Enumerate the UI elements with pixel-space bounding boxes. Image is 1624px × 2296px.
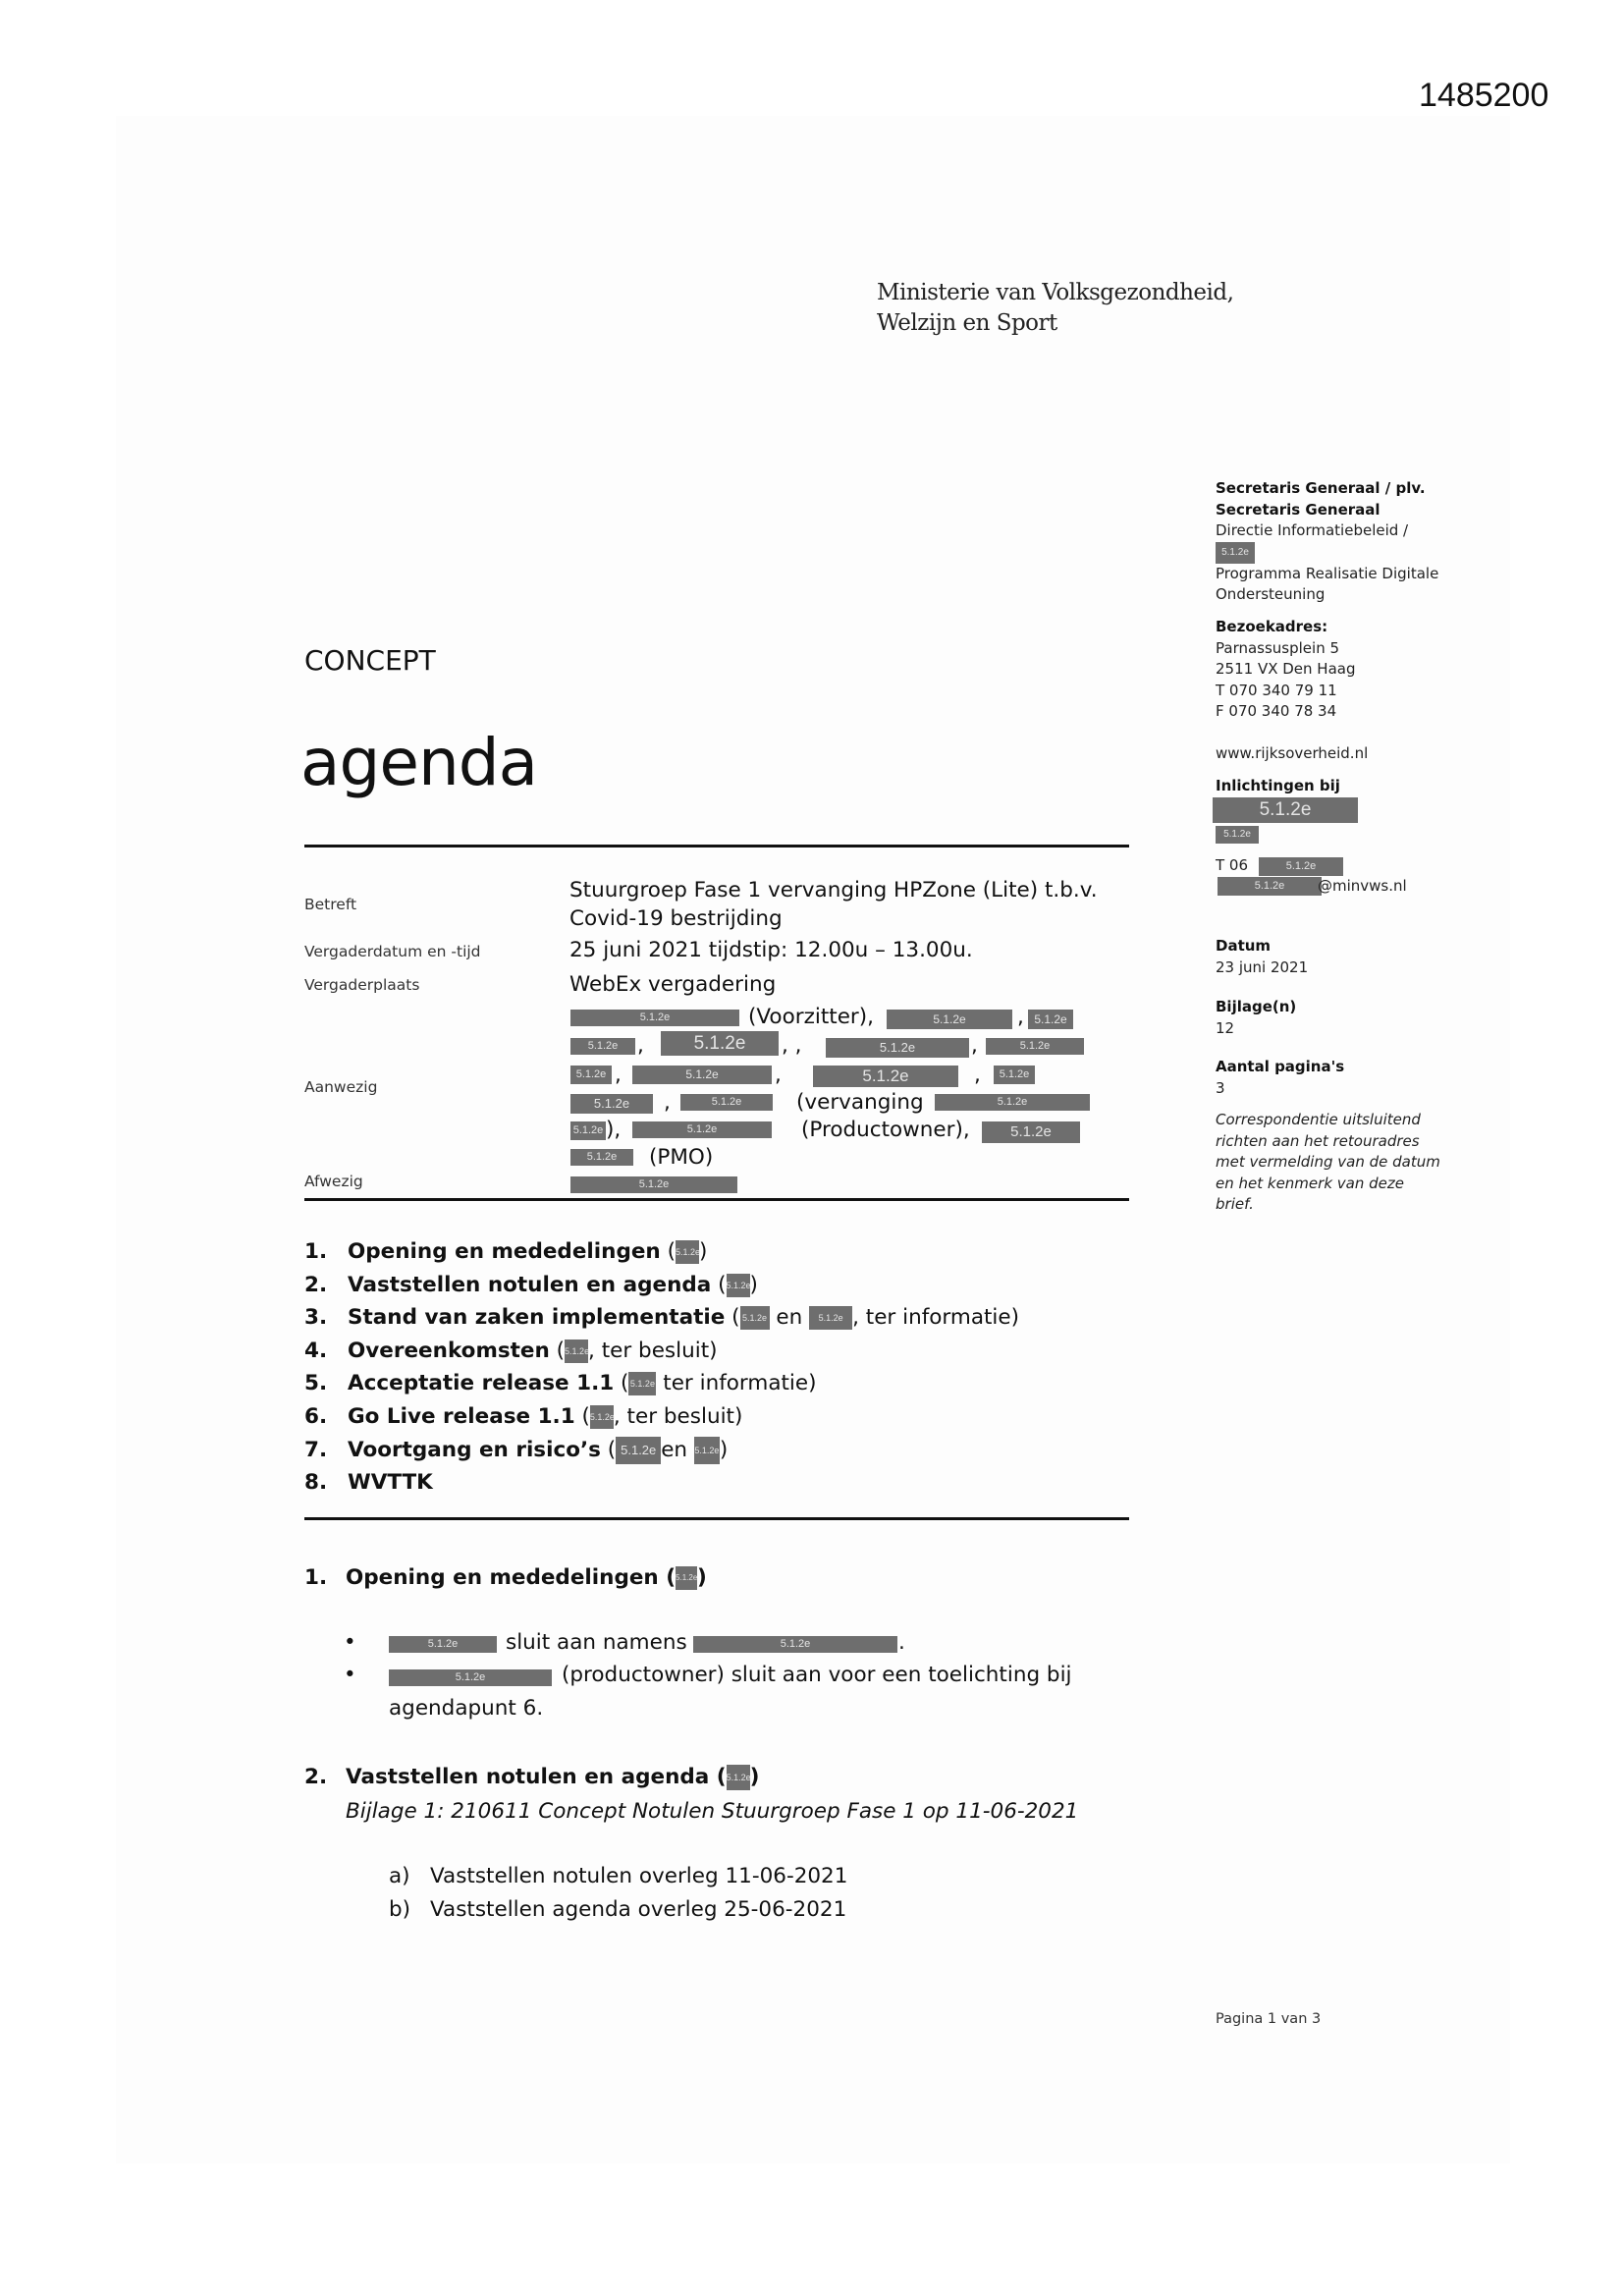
contact-phone-prefix: T 06 <box>1216 856 1249 874</box>
document-id: 1485200 <box>1419 77 1549 114</box>
close-paren: ), <box>606 1118 622 1142</box>
sidebar-contact <box>1216 776 1340 797</box>
note-line: Correspondentie uitsluitend <box>1216 1111 1421 1128</box>
redaction: 5.1.2e <box>1028 1010 1073 1029</box>
sidebar-date <box>1216 936 1308 978</box>
visit-city: 2511 VX Den Haag <box>1216 660 1356 678</box>
sidebar-attachments <box>1216 997 1296 1039</box>
redaction: 5.1.2e <box>727 1274 750 1297</box>
redaction: 5.1.2e <box>1259 857 1343 876</box>
bullet-item: • <box>344 1630 356 1655</box>
role-product-owner: (Productowner), <box>801 1118 970 1142</box>
absent-label: Afwezig <box>304 1173 363 1190</box>
ministry-line-2: Welzijn en Sport <box>877 310 1057 336</box>
place-label: Vergaderplaats <box>304 976 420 994</box>
bullet-text: agendapunt 6. <box>389 1696 544 1721</box>
correspondence-note <box>1216 1110 1440 1216</box>
contact-email-domain: @minvws.nl <box>1318 877 1407 895</box>
visit-street: Parnassusplein 5 <box>1216 638 1340 657</box>
datetime-label: Vergaderdatum en -tijd <box>304 943 481 960</box>
redaction: 5.1.2e <box>570 1149 633 1166</box>
visit-address-label: Bezoekadres: <box>1216 618 1328 635</box>
redaction: 5.1.2e <box>694 1437 720 1464</box>
redaction: 5.1.2e <box>986 1038 1084 1055</box>
agenda-item: 3. Stand van zaken implementatie ( 5.1.2e en 5.1.2e , ter informatie) <box>304 1305 1020 1331</box>
attachments-label: Bijlage(n) <box>1216 998 1297 1015</box>
redaction: 5.1.2e <box>616 1437 661 1464</box>
note-line: brief. <box>1216 1195 1254 1213</box>
redaction: 5.1.2e <box>389 1669 552 1686</box>
sub-item: b) Vaststellen agenda overleg 25-06-2021 <box>389 1897 847 1922</box>
pages-value: 3 <box>1216 1078 1225 1097</box>
redaction: 5.1.2e <box>813 1066 958 1087</box>
page-title: agenda <box>300 725 538 800</box>
agenda-item: 6. Go Live release 1.1 (5.1.2e, ter besluit) <box>304 1403 743 1429</box>
redaction: 5.1.2e <box>570 1121 606 1140</box>
date-label: Datum <box>1216 937 1272 955</box>
ministry-name <box>877 278 1233 339</box>
redaction: 5.1.2e <box>570 1176 737 1193</box>
attachments-value: 12 <box>1216 1018 1235 1037</box>
redaction: 5.1.2e <box>809 1306 852 1330</box>
pages-label: Aantal pagina's <box>1216 1058 1345 1075</box>
page-number: Pagina 1 van 3 <box>1216 2011 1322 2027</box>
agenda-item: 7. Voortgang en risico’s ( 5.1.2e en 5.1.2e) <box>304 1437 729 1462</box>
role-replacing: (vervanging <box>796 1090 924 1115</box>
redaction: 5.1.2e <box>740 1306 770 1330</box>
redaction: 5.1.2e <box>982 1121 1080 1143</box>
sender-org-bold-2: Secretaris Generaal <box>1216 500 1380 519</box>
sidebar-sender <box>1216 478 1438 606</box>
redaction: 5.1.2e <box>1213 797 1358 823</box>
redaction: 5.1.2e <box>1216 542 1255 564</box>
date-value: 23 juni 2021 <box>1216 957 1309 976</box>
redaction: 5.1.2e <box>727 1765 750 1790</box>
note-line: richten aan het retouradres <box>1216 1131 1420 1150</box>
redaction: 5.1.2e <box>994 1066 1035 1084</box>
website-link[interactable]: www.rijksoverheid.nl <box>1216 744 1369 762</box>
redaction: 5.1.2e <box>1218 877 1322 896</box>
sub-item: a) Vaststellen notulen overleg 11-06-2021 <box>389 1864 848 1888</box>
sender-program-2: Ondersteuning <box>1216 585 1326 603</box>
role-pmo: (PMO) <box>649 1145 714 1170</box>
redaction: 5.1.2e <box>628 1372 656 1395</box>
subject-line-2: Covid-19 bestrijding <box>569 906 783 931</box>
subject-line-1: Stuurgroep Fase 1 vervanging HPZone (Lite) t.b.v. <box>569 878 1098 902</box>
note-line: met vermelding van de datum <box>1216 1153 1440 1171</box>
redaction: 5.1.2e <box>676 1566 697 1590</box>
redaction: 5.1.2e <box>570 1038 635 1055</box>
redaction: 5.1.2e <box>680 1094 773 1111</box>
sidebar-visit-address <box>1216 617 1356 723</box>
redaction: 5.1.2e <box>693 1636 897 1653</box>
agenda-item: 2. Vaststellen notulen en agenda (5.1.2e) <box>304 1272 758 1297</box>
redaction: 5.1.2e <box>570 1010 739 1026</box>
redaction: 5.1.2e <box>887 1010 1012 1029</box>
bullet-item: • <box>344 1663 356 1687</box>
agenda-item: 5. Acceptatie release 1.1 (5.1.2e ter informatie) <box>304 1371 817 1396</box>
contact-label: Inlichtingen bij <box>1216 777 1340 794</box>
visit-fax: F 070 340 78 34 <box>1216 702 1337 720</box>
agenda-item: 4. Overeenkomsten (5.1.2e, ter besluit) <box>304 1338 718 1363</box>
visit-phone: T 070 340 79 11 <box>1216 681 1337 699</box>
divider <box>304 1198 1129 1201</box>
divider <box>304 1517 1129 1520</box>
role-chair: (Voorzitter), <box>748 1005 874 1029</box>
redaction: 5.1.2e <box>590 1405 614 1429</box>
section-heading: 2. Vaststellen notulen en agenda (5.1.2e) <box>304 1765 760 1789</box>
sidebar-pages <box>1216 1057 1344 1099</box>
place-value: WebEx vergadering <box>569 972 777 997</box>
agenda-list <box>304 1235 1019 1500</box>
redaction: 5.1.2e <box>565 1339 588 1363</box>
bullet-text: sluit aan namens <box>506 1630 687 1655</box>
redaction: 5.1.2e <box>1216 826 1259 844</box>
contact-phone <box>1216 855 1248 877</box>
agenda-item: 1. Opening en mededelingen (5.1.2e) <box>304 1239 708 1264</box>
redaction: 5.1.2e <box>826 1038 969 1058</box>
section-heading: 1. Opening en mededelingen (5.1.2e) <box>304 1565 707 1590</box>
present-label: Aanwezig <box>304 1078 378 1096</box>
sender-directorate: Directie Informatiebeleid / <box>1216 521 1409 539</box>
attachment-reference: Bijlage 1: 210611 Concept Notulen Stuurgroep Fase 1 op 11-06-2021 <box>346 1799 1079 1824</box>
subject-value <box>569 876 1098 933</box>
redaction: 5.1.2e <box>632 1066 772 1084</box>
redaction: 5.1.2e <box>935 1094 1090 1111</box>
redaction: 5.1.2e <box>570 1066 612 1084</box>
redaction: 5.1.2e <box>676 1240 699 1264</box>
redaction: 5.1.2e <box>570 1094 653 1114</box>
note-line: en het kenmerk van deze <box>1216 1174 1404 1192</box>
agenda-item: 8. WVTTK <box>304 1470 433 1496</box>
ministry-line-1: Ministerie van Volksgezondheid, <box>877 280 1234 305</box>
datetime-value: 25 juni 2021 tijdstip: 12.00u – 13.00u. <box>569 938 973 962</box>
bullet-text: (productowner) sluit aan voor een toelichting bij <box>562 1663 1072 1687</box>
redaction: 5.1.2e <box>632 1121 772 1138</box>
concept-label: CONCEPT <box>304 644 436 677</box>
subject-label: Betreft <box>304 896 357 913</box>
divider <box>304 845 1129 847</box>
sender-org-bold-1: Secretaris Generaal / plv. <box>1216 479 1426 497</box>
redaction: 5.1.2e <box>661 1031 779 1056</box>
sender-program-1: Programma Realisatie Digitale <box>1216 564 1439 582</box>
redaction: 5.1.2e <box>389 1636 497 1653</box>
